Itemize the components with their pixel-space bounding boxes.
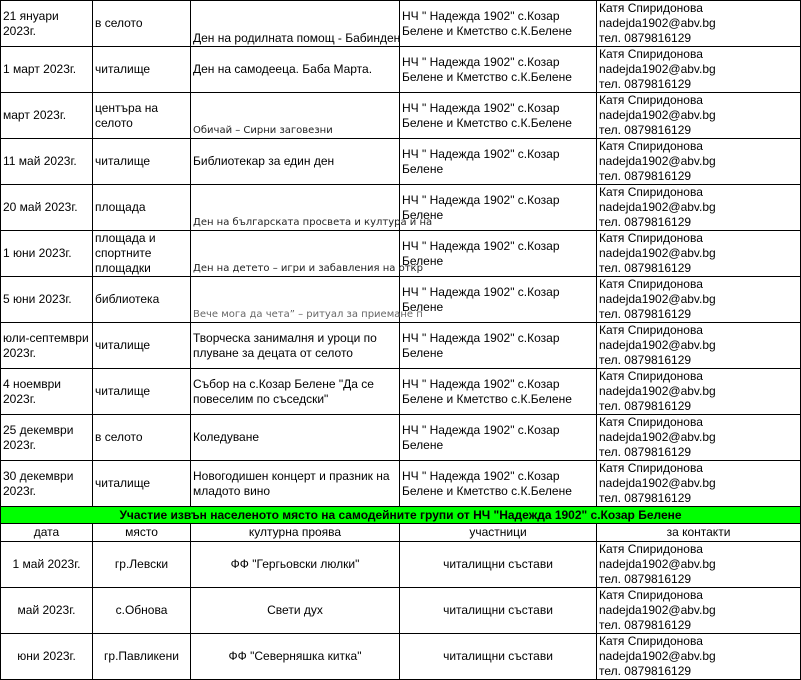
event-place: площада и спортните площадки (93, 231, 191, 277)
contact-phone: тел. 0879816129 (599, 123, 692, 137)
contact-email: nadejda1902@abv.bg (599, 62, 716, 76)
event-date: 21 януари 2023г. (1, 1, 93, 47)
external-place: гр.Левски (93, 542, 191, 588)
contact-phone: тел. 0879816129 (599, 618, 692, 632)
event-place: библиотека (93, 277, 191, 323)
event-date: 1 юни 2023г. (1, 231, 93, 277)
contact-email: nadejda1902@abv.bg (599, 384, 716, 398)
event-name: Ден на родилната помощ - Бабинден (191, 1, 400, 47)
contact-phone: тел. 0879816129 (599, 77, 692, 91)
event-name: Ден на българската просвета и култура и на (191, 185, 400, 231)
event-date: 4 ноември 2023г. (1, 369, 93, 415)
event-date: 20 май 2023г. (1, 185, 93, 231)
table-row (1, 323, 801, 369)
contact-email: nadejda1902@abv.bg (599, 338, 716, 352)
contact-name: Катя Спиридонова (599, 185, 703, 199)
contact-phone: тел. 0879816129 (599, 445, 692, 459)
contact-email: nadejda1902@abv.bg (599, 649, 716, 663)
contact-phone: тел. 0879816129 (599, 353, 692, 367)
section-banner-row (1, 507, 801, 524)
external-event: Свети дух (191, 588, 400, 634)
table-row (1, 369, 801, 415)
event-place: читалище (93, 323, 191, 369)
contact-phone: тел. 0879816129 (599, 169, 692, 183)
event-place: читалище (93, 461, 191, 507)
event-place: читалище (93, 369, 191, 415)
contact-name: Катя Спиридонова (599, 93, 703, 107)
event-organizer: НЧ " Надежда 1902" с.Козар Белене и Кметство с.К.Белене (400, 1, 597, 47)
event-contact (597, 185, 801, 231)
section-banner: Участие извън населеното място на самодейните групи от НЧ "Надежда 1902" с.Козар Белене (1, 507, 801, 524)
event-organizer: НЧ " Надежда 1902" с.Козар Белене (400, 185, 597, 231)
event-date: март 2023г. (1, 93, 93, 139)
table-row (1, 588, 801, 634)
event-date: 5 юни 2023г. (1, 277, 93, 323)
table-row (1, 47, 801, 93)
event-organizer: НЧ " Надежда 1902" с.Козар Белене и Кметство с.К.Белене (400, 369, 597, 415)
contact-name: Катя Спиридонова (599, 369, 703, 383)
contact-phone: тел. 0879816129 (599, 215, 692, 229)
contact-phone: тел. 0879816129 (599, 491, 692, 505)
table-row (1, 634, 801, 680)
event-name: Творческа занималня и уроци по плуване за децата от селото (191, 323, 400, 369)
contact-email: nadejda1902@abv.bg (599, 476, 716, 490)
event-date: 25 декември 2023г. (1, 415, 93, 461)
external-date: май 2023г. (1, 588, 93, 634)
header-participants: участници (400, 524, 597, 542)
external-place: с.Обнова (93, 588, 191, 634)
event-date: 30 декември 2023г. (1, 461, 93, 507)
table-row (1, 277, 801, 323)
external-place: гр.Павликени (93, 634, 191, 680)
external-date: 1 май 2023г. (1, 542, 93, 588)
event-name: Коледуване (191, 415, 400, 461)
contact-name: Катя Спиридонова (599, 415, 703, 429)
event-contact (597, 1, 801, 47)
event-place: площада (93, 185, 191, 231)
event-name: Библиотекар за един ден (191, 139, 400, 185)
event-contact (597, 369, 801, 415)
table-row (1, 139, 801, 185)
external-participants: читалищни състави (400, 634, 597, 680)
contact-name: Катя Спиридонова (599, 139, 703, 153)
event-organizer: НЧ " Надежда 1902" с.Козар Белене (400, 415, 597, 461)
event-contact (597, 461, 801, 507)
event-contact (597, 93, 801, 139)
event-name: Обичай – Сирни заговезни (191, 93, 400, 139)
contact-phone: тел. 0879816129 (599, 307, 692, 321)
external-event: ФФ "Северняшка китка" (191, 634, 400, 680)
contact-phone: тел. 0879816129 (599, 399, 692, 413)
contact-phone: тел. 0879816129 (599, 664, 692, 678)
event-name: Новогодишен концерт и празник на младото вино (191, 461, 400, 507)
table-row (1, 542, 801, 588)
contact-email: nadejda1902@abv.bg (599, 292, 716, 306)
event-organizer: НЧ " Надежда 1902" с.Козар Белене и Кметство с.К.Белене (400, 461, 597, 507)
external-participants: читалищни състави (400, 542, 597, 588)
event-place: в селото (93, 415, 191, 461)
contact-phone: тел. 0879816129 (599, 572, 692, 586)
event-contact (597, 231, 801, 277)
contact-name: Катя Спиридонова (599, 323, 703, 337)
contact-email: nadejda1902@abv.bg (599, 603, 716, 617)
header-contacts: за контакти (597, 524, 801, 542)
event-name: Вече мога да чета” – ритуал за приемане п (191, 277, 400, 323)
table-row (1, 415, 801, 461)
table-row (1, 231, 801, 277)
header-place: място (93, 524, 191, 542)
event-contact (597, 139, 801, 185)
contact-email: nadejda1902@abv.bg (599, 430, 716, 444)
external-participants: читалищни състави (400, 588, 597, 634)
event-organizer: НЧ " Надежда 1902" с.Козар Белене и Кметство с.К.Белене (400, 47, 597, 93)
event-name: Събор на с.Козар Белене "Да се повеселим по съседски" (191, 369, 400, 415)
contact-name: Катя Спиридонова (599, 231, 703, 245)
contact-email: nadejda1902@abv.bg (599, 246, 716, 260)
event-contact (597, 277, 801, 323)
event-organizer: НЧ " Надежда 1902" с.Козар Белене и Кметство с.К.Белене (400, 93, 597, 139)
table-row (1, 93, 801, 139)
contact-name: Катя Спиридонова (599, 1, 703, 15)
event-date: 11 май 2023г. (1, 139, 93, 185)
external-date: юни 2023г. (1, 634, 93, 680)
event-place: в селото (93, 1, 191, 47)
event-place: центъра на селото (93, 93, 191, 139)
header-row (1, 524, 801, 542)
contact-email: nadejda1902@abv.bg (599, 108, 716, 122)
contact-email: nadejda1902@abv.bg (599, 557, 716, 571)
table-row (1, 461, 801, 507)
event-date: юли-септември 2023г. (1, 323, 93, 369)
contact-name: Катя Спиридонова (599, 634, 703, 648)
contact-name: Катя Спиридонова (599, 588, 703, 602)
contact-name: Катя Спиридонова (599, 461, 703, 475)
contact-email: nadejda1902@abv.bg (599, 154, 716, 168)
table-row (1, 1, 801, 47)
event-organizer: НЧ " Надежда 1902" с.Козар Белене (400, 139, 597, 185)
external-contact (597, 634, 801, 680)
event-contact (597, 323, 801, 369)
event-contact (597, 47, 801, 93)
contact-name: Катя Спиридонова (599, 277, 703, 291)
external-contact (597, 588, 801, 634)
table-row (1, 185, 801, 231)
header-date: дата (1, 524, 93, 542)
event-organizer: НЧ " Надежда 1902" с.Козар Белене (400, 231, 597, 277)
contact-phone: тел. 0879816129 (599, 261, 692, 275)
event-place: читалище (93, 47, 191, 93)
event-name: Ден на самодееца. Баба Марта. (191, 47, 400, 93)
external-contact (597, 542, 801, 588)
event-organizer: НЧ " Надежда 1902" с.Козар Белене (400, 277, 597, 323)
event-name: Ден на детето – игри и забавления на откр (191, 231, 400, 277)
event-place: читалище (93, 139, 191, 185)
event-organizer: НЧ " Надежда 1902" с.Козар Белене (400, 323, 597, 369)
contact-phone: тел. 0879816129 (599, 31, 692, 45)
contact-email: nadejda1902@abv.bg (599, 200, 716, 214)
contact-name: Катя Спиридонова (599, 542, 703, 556)
header-event: културна проява (191, 524, 400, 542)
event-date: 1 март 2023г. (1, 47, 93, 93)
contact-email: nadejda1902@abv.bg (599, 16, 716, 30)
external-event: ФФ "Гергьовски люлки" (191, 542, 400, 588)
event-contact (597, 415, 801, 461)
contact-name: Катя Спиридонова (599, 47, 703, 61)
